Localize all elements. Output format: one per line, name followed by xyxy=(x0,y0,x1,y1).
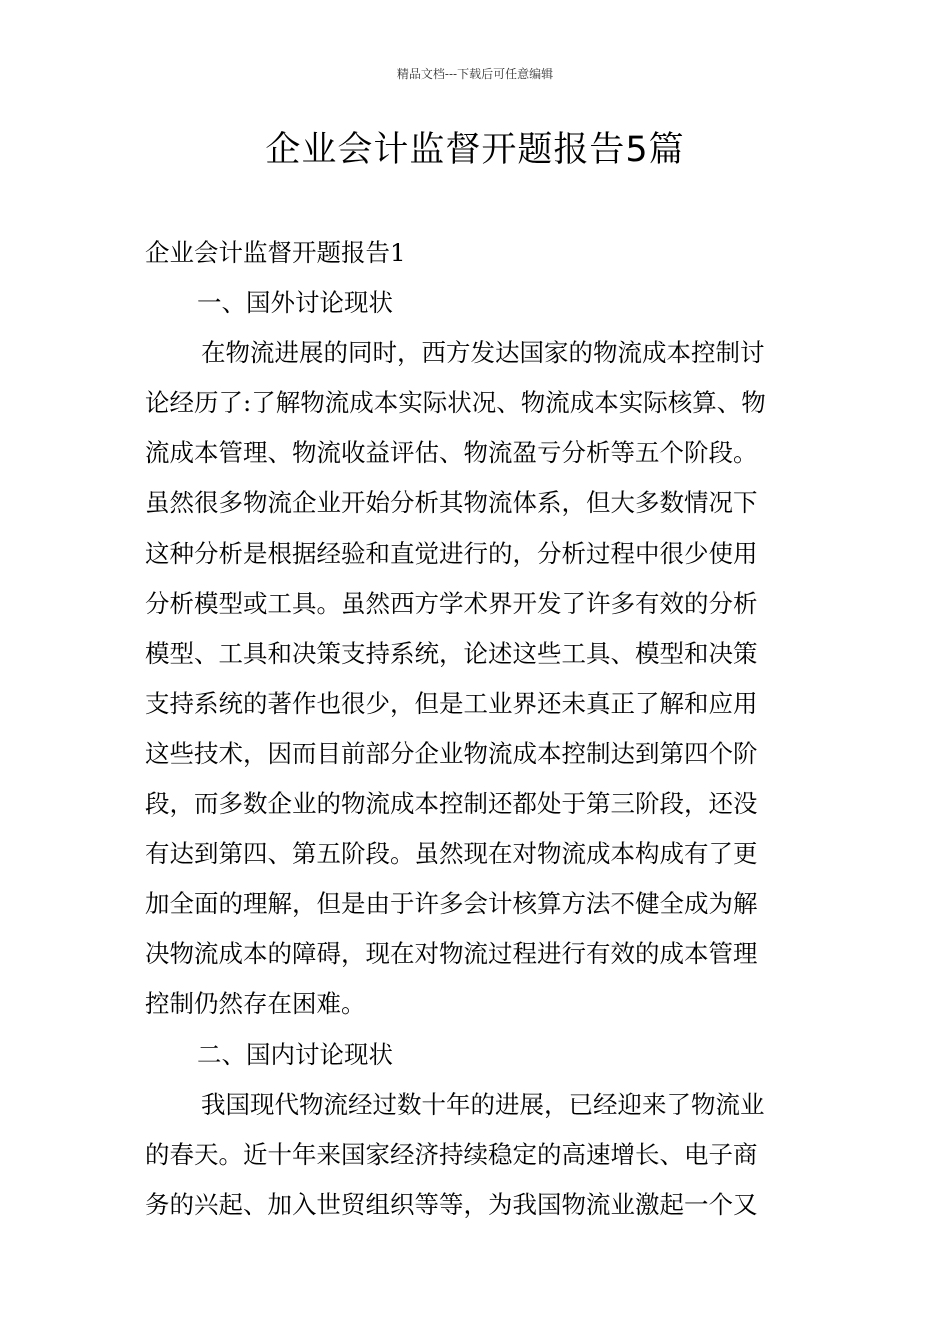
paragraph-line: 务的兴起、加入世贸组织等等，为我国物流业激起一个又 xyxy=(145,1189,758,1219)
paragraph-line: 的春天。近十年来国家经济持续稳定的高速增长、电子商 xyxy=(145,1139,758,1169)
paragraph-domestic-research xyxy=(145,1080,805,1230)
paragraph-line: 我国现代物流经过数十年的进展，已经迎来了物流业 xyxy=(201,1089,765,1119)
paragraph-line: 分析模型或工具。虽然西方学术界开发了许多有效的分析 xyxy=(145,588,758,618)
heading-foreign-research: 一、国外讨论现状 xyxy=(197,288,393,318)
paragraph-line: 决物流成本的障碍，现在对物流过程进行有效的成本管理 xyxy=(145,939,758,969)
paragraph-line: 这种分析是根据经验和直觉进行的，分析过程中很少使用 xyxy=(145,538,758,568)
paragraph-line: 模型、工具和决策支持系统，论述这些工具、模型和决策 xyxy=(145,638,758,668)
paragraph-line: 段，而多数企业的物流成本控制还都处于第三阶段，还没 xyxy=(145,789,758,819)
paragraph-line: 支持系统的著作也很少，但是工业界还未真正了解和应用 xyxy=(145,688,758,718)
paragraph-line: 虽然很多物流企业开始分析其物流体系，但大多数情况下 xyxy=(145,488,758,518)
paragraph-line: 在物流进展的同时，西方发达国家的物流成本控制讨 xyxy=(201,338,765,368)
paragraph-line: 控制仍然存在困难。 xyxy=(145,989,366,1019)
paragraph-foreign-research xyxy=(145,328,805,1029)
paragraph-line: 论经历了:了解物流成本实际状况、物流成本实际核算、物 xyxy=(145,388,766,418)
paragraph-line: 流成本管理、物流收益评估、物流盈亏分析等五个阶段。 xyxy=(145,438,758,468)
paragraph-line: 这些技术，因而目前部分企业物流成本控制达到第四个阶 xyxy=(145,738,758,768)
heading-domestic-research: 二、国内讨论现状 xyxy=(197,1039,393,1069)
paragraph-line: 加全面的理解，但是由于许多会计核算方法不健全成为解 xyxy=(145,889,758,919)
document-title: 企业会计监督开题报告5篇 xyxy=(265,130,685,170)
header-note: 精品文档---下载后可任意编辑 xyxy=(396,67,554,81)
section-title: 企业会计监督开题报告1 xyxy=(145,238,406,267)
document-body xyxy=(145,228,805,1230)
paragraph-line: 有达到第四、第五阶段。虽然现在对物流成本构成有了更 xyxy=(145,839,758,869)
